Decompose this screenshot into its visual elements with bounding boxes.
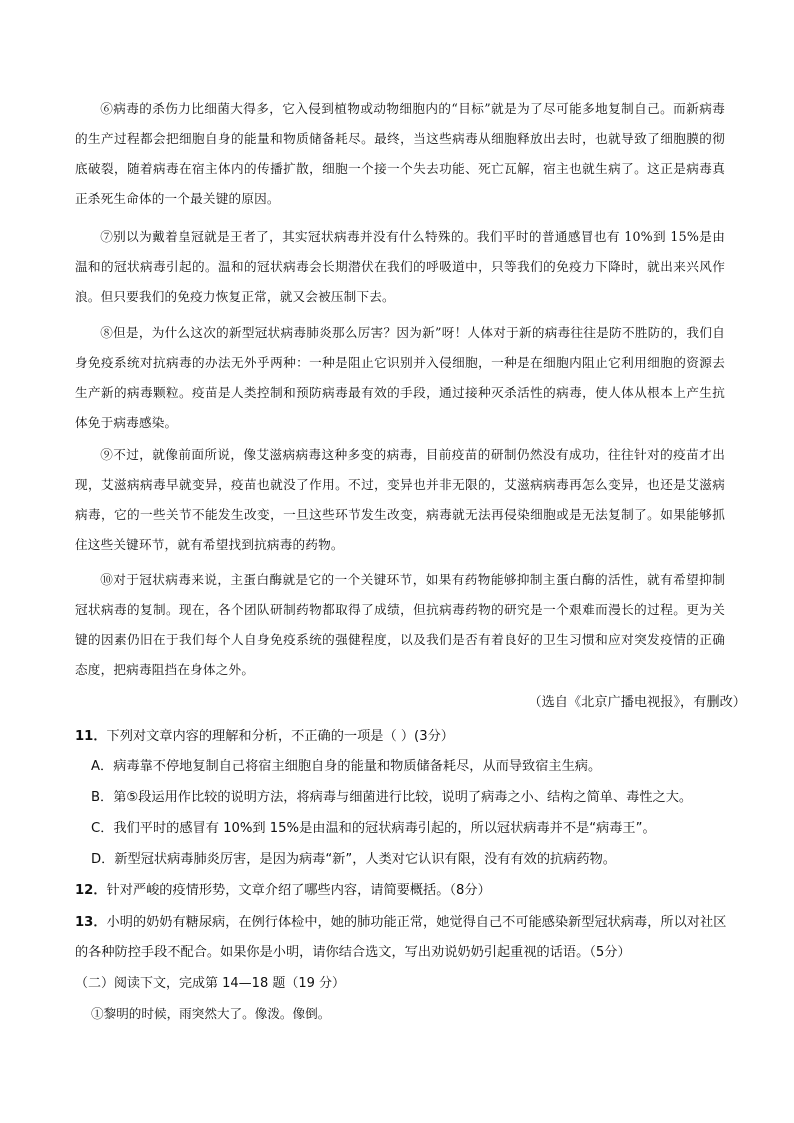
option-b: B．第⑤段运用作比较的说明方法，将病毒与细菌进行比较，说明了病毒之小、结构之简单、毒性之大。 <box>91 790 693 805</box>
option-a: A．病毒靠不停地复制自己将宿主细胞自身的能量和物质储备耗尽，从而导致宿主生病。 <box>91 759 602 774</box>
option-c: C．我们平时的感冒有 10%到 15%是由温和的冠状病毒引起的，所以冠状病毒并不是“病毒王”。 <box>91 821 656 836</box>
source-citation: （选自《北京广播电视报》，有删改） <box>528 695 746 710</box>
paragraph-7: ⑦别以为戴着皇冠就是王者了，其实冠状病毒并没有什么特殊的。我们平时的普通感冒也有 10%到 15%是由温和的冠状病毒引起的。温和的冠状病毒会长期潜伏在我们的呼吸道中，只等我们的免疫力下降时，就出来兴风作浪。但只要我们的免疫力恢复正常，就又会被压制下去。 <box>75 229 725 304</box>
option-d: D．新型冠状病毒肺炎厉害，是因为病毒“新”，人类对它认识有限，没有有效的抗病药物。 <box>91 852 616 867</box>
question-12 <box>75 876 735 906</box>
question-number: 12． <box>75 883 107 898</box>
paragraph-6: ⑥病毒的杀伤力比细菌大得多，它入侵到植物或动物细胞内的“目标”就是为了尽可能多地复制自己。而新病毒的生产过程都会把细胞自身的能量和物质储备耗尽。最终，当这些病毒从细胞释放出去时，也就导致了细胞膜的彻底破裂，随着病毒在宿主体内的传播扩散，细胞一个接一个失去功能、死亡瓦解，宿主也就生病了。这正是病毒真正杀死生命体的一个最关键的原因。 <box>75 101 725 206</box>
question-text: 下列对文章内容的理解和分析，不正确的一项是（ ）(3分） <box>106 729 454 744</box>
paragraph-9: ⑨不过，就像前面所说，像艾滋病病毒这种多变的病毒，目前疫苗的研制仍然没有成功，往往针对的疫苗才出现，艾滋病病毒早就变异，疫苗也就没了作用。不过，变异也并非无限的，艾滋病病毒再怎么变异，也还是艾滋病病毒，它的一些关节不能发生改变，一旦这些环节发生改变，病毒就无法再侵染细胞或是无法复制了。如果能够抓住这些关键环节，就有希望找到抗病毒的药物。 <box>75 447 725 552</box>
paragraph-10: ⑩对于冠状病毒来说，主蛋白酶就是它的一个关键环节，如果有药物能够抑制主蛋白酶的活性，就有希望抑制冠状病毒的复制。现在，各个团队研制药物都取得了成绩，但抗病毒药物的研究是一个艰难而漫长的过程。更为关键的因素仍旧在于我们每个人自身免疫系统的强健程度，以及我们是否有着良好的卫生习惯和应对突发疫情的正确态度，把病毒阻挡在身体之外。 <box>75 572 725 677</box>
question-number: 13． <box>75 915 107 930</box>
section-first-paragraph: ①黎明的时候，雨突然大了。像泼。像倒。 <box>91 1006 331 1021</box>
question-11 <box>75 722 735 752</box>
question-13 <box>75 908 735 968</box>
question-text: 针对严峻的疫情形势，文章介绍了哪些内容，请简要概括。（8分） <box>106 883 491 898</box>
paragraph-8: ⑧但是，为什么这次的新型冠状病毒肺炎那么厉害？因为新”呀！人体对于新的病毒往往是防不胜防的，我们自身免疫系统对抗病毒的办法无外乎两种：一种是阻止它识别并入侵细胞，一种是在细胞内阻止它利用细胞的资源去生产新的病毒颗粒。疫苗是人类控制和预防病毒最有效的手段，通过接种灭杀活性的病毒，使人体从根本上产生抗体免于病毒感染。 <box>75 325 725 430</box>
question-number: 11． <box>75 729 107 744</box>
question-text: 小明的奶奶有糖尿病，在例行体检中，她的肺功能正常，她觉得自己不可能感染新型冠状病毒，所以对社区的各种防控手段不配合。如果你是小明，请你结合选文，写出劝说奶奶引起重视的话语。（5分） <box>75 915 727 960</box>
section-heading: （二）阅读下文，完成第 14—18 题（19 分） <box>75 976 346 991</box>
